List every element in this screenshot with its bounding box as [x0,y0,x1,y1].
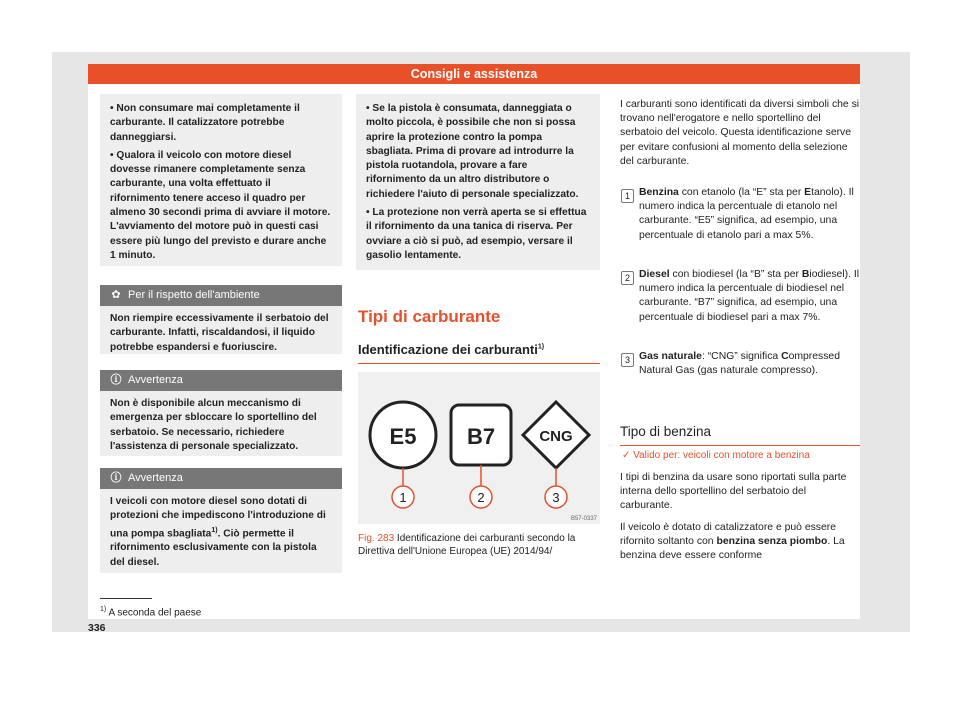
paragraph-text: Il veicolo è dotato di catalizzatore e può essere rifornito soltanto con [620,522,837,548]
validity-note [622,450,810,461]
environment-text: Non riempire eccessivamente il serbatoio del carburante. Infatti, riscaldandosi, il liquido potrebbe espandersi e fuoriuscire. [110,313,329,353]
fuel-symbols-illustration [358,372,600,524]
note-box-body [100,489,342,573]
item-term: Benzina [639,187,679,198]
warning-box [356,94,600,270]
checkmark-icon: ✓ [622,450,631,461]
leaf-icon: ✿ [111,289,121,301]
item-text-rest: ompressed Natural Gas (gas naturale compresso). [639,351,840,377]
b7-label: B7 [466,424,496,449]
paragraph-bold: benzina senza piombo [716,536,828,548]
cng-label: CNG [539,428,573,445]
note-box-body [100,391,342,456]
item-text-rest: tanolo). Il numero indica la percentuale di etanolo nel carburante. “E5” significa, ad esempio, una percentuale di etanolo pari a max 5%. [639,187,854,241]
validity-text: Valido per: veicoli con motore a benzina [633,450,810,461]
footnote-ref: 1) [537,343,545,351]
figure-caption-text: Identificazione dei carburanti secondo la Direttiva dell'Unione Europea (UE) 2014/94/ [358,533,576,557]
item-term: Gas naturale [639,351,702,362]
list-item [639,350,861,378]
note-text: Non è disponibile alcun meccanismo di emergenza per sbloccare lo sportellino del serbatoio. Se necessario, richiedere l'assistenza di personale specializzato. [110,398,317,452]
fuel-symbols-figure [358,372,600,524]
list-item [639,268,861,325]
environment-box-body [100,306,342,354]
item-text: con etanolo (la “E” sta per [678,187,805,198]
item-letter: C [781,351,789,362]
footnote-divider [100,598,152,599]
callout-number: 3 [552,490,560,505]
paragraph: I tipi di benzina da usare sono riportati sulla parte interna dello sportellino del serbatoio del carburante. [620,472,847,512]
callout-marker: 1 [621,189,634,203]
page-header: Consigli e assistenza [88,64,860,84]
note-box-header [100,370,342,391]
footnote-marker: 1) [100,606,107,613]
footnote-ref: 1) [211,526,218,534]
figure-code: B57-0337 [570,516,597,522]
item-term: Diesel [639,269,670,280]
note-box-header [100,468,342,489]
item-letter: E [804,187,812,198]
warning-box [100,94,342,266]
environment-box-header [100,285,342,306]
note-text: I veicoli con motore diesel sono dotati di protezioni che impediscono l'introduzione di una pompa sbagliata [110,496,326,539]
item-text-rest: iodiesel). Il numero indica la percentuale di biodiesel nel carburante. “B7” significa, ad esempio, una percentuale di biodiesel pari a max 7%. [639,269,860,323]
paragraph [620,521,858,564]
subsection-title-text: Identificazione dei carburanti [358,342,538,357]
warning-item: • Se la pistola è consumata, danneggiata o molto piccola, è possibile che non si possa aprire la protezione contro la pompa sbagliata. Prima di provare ad introdurre la pistola ruotandola, provare a fare rifornimento da un altro distributore o richiedere l'aiuto di personale specializzato. [366,103,579,200]
figure-number: Fig. 283 [358,533,395,544]
page-number: 336 [88,622,106,634]
warning-item: • Qualora il veicolo con motore diesel dovesse rimanere completamente senza carburante, una volta effettuato il rifornimento tenere acceso il quadro per almeno 30 secondi prima di avviare il motore. L'avviamento del motore può in questi casi essere più lungo del previsto e durare anche 1 minuto. [110,149,331,261]
environment-box-title: Per il rispetto dell'ambiente [128,289,260,301]
subsection-title: Tipo di benzina [620,424,860,446]
info-icon: ⓘ [110,374,122,386]
footnote [100,606,201,618]
note-box-title: Avvertenza [128,472,183,484]
callout-marker: 2 [621,271,634,285]
paragraph-text-cont: . La benzina deve essere conforme [620,536,845,562]
callout-number: 2 [477,490,485,505]
figure-caption [358,532,598,558]
e5-label: E5 [389,424,417,449]
callout-number: 1 [399,490,407,505]
note-box-title: Avvertenza [128,374,183,386]
info-icon: ⓘ [110,472,122,484]
footnote-text: A seconda del paese [108,607,202,619]
warning-item: • Non consumare mai completamente il carburante. Il catalizzatore potrebbe danneggiarsi. [110,103,300,143]
note-text-cont: . Ciò permette il rifornimento esclusivamente con la pistola del diesel. [110,527,317,568]
subsection-title [358,342,600,364]
callout-marker: 3 [621,353,634,367]
section-title: Tipi di carburante [358,307,501,326]
item-text: con biodiesel (la “B” sta per [669,269,802,280]
list-item [639,186,861,243]
intro-paragraph: I carburanti sono identificati da diversi simboli che si trovano nell'erogatore e nello sportellino del serbatoio del veicolo. Questa identificazione serve per evitare confusioni al momento della selezione del carburante. [620,99,860,167]
item-text: : “CNG” significa [701,351,782,362]
item-letter: B [801,269,810,280]
warning-item: • La protezione non verrà aperta se si effettua il rifornimento da una tanica di riserva. Per ovviare a ciò si può, ad esempio, versare il gasolio lentamente. [366,207,587,261]
